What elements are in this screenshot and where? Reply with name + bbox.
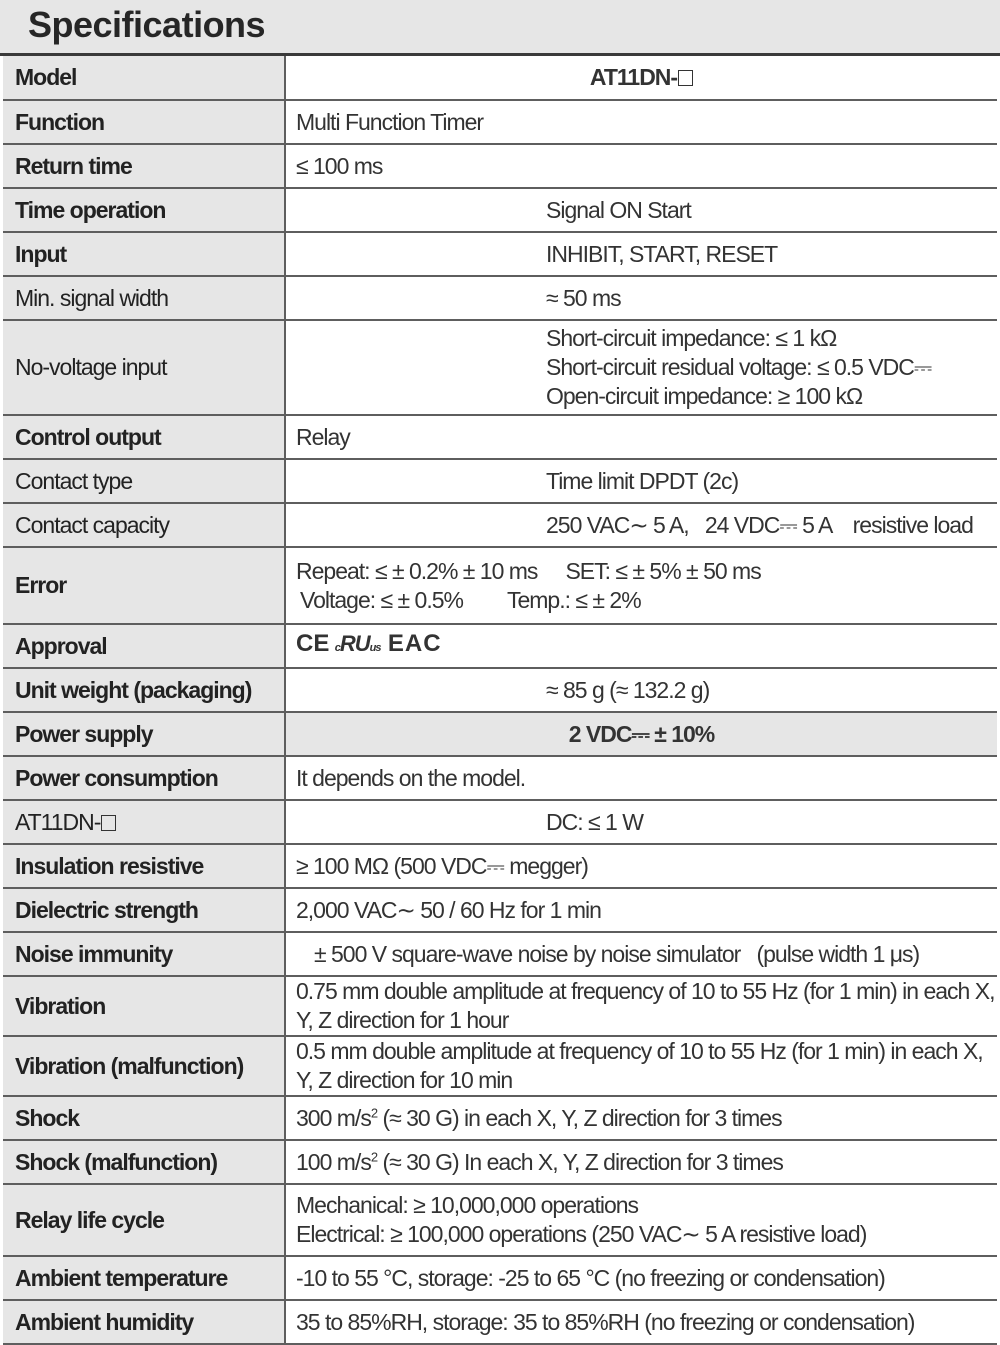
spec-row-vibration [3, 976, 997, 1036]
spec-row-no-voltage-input [3, 320, 997, 415]
ce-mark-icon: CE [296, 630, 330, 657]
spec-value [285, 320, 997, 415]
error-repeat: Repeat: ≤ ± 0.2% ± 10 ms [296, 557, 538, 584]
spec-value: -10 to 55 °C, storage: -25 to 65 °C (no freezing or condensation) [285, 1256, 997, 1300]
spec-label: Function [3, 100, 285, 144]
spec-value: ≈ 50 ms [285, 276, 997, 320]
spec-row-approval [3, 624, 997, 668]
model-label-text: AT11DN- [15, 808, 101, 835]
spec-value: 0.5 mm double amplitude at frequency of 10 to 55 Hz (for 1 min) in each X, Y, Z direction for 10 min [285, 1036, 997, 1096]
spec-value-line: Open-circuit impedance: ≥ 100 kΩ [546, 383, 863, 409]
spec-value: ≤ 100 ms [285, 144, 997, 188]
model-suffix-box [678, 70, 693, 86]
cul-us-mark-icon: cRUus [334, 631, 381, 656]
spec-row-vibration-malfunction [3, 1036, 997, 1096]
spec-row-input [3, 232, 997, 276]
spec-value-line: Short-circuit impedance: ≤ 1 kΩ [546, 325, 837, 351]
spec-label: Error [3, 547, 285, 624]
spec-label: Dielectric strength [3, 888, 285, 932]
spec-value: 300 $m/s^2$ (≈ 30 G) in each X, Y, Z direction for 3 times [285, 1096, 997, 1140]
spec-label: Time operation [3, 188, 285, 232]
spec-value: INHIBIT, START, RESET [285, 232, 997, 276]
spec-label [3, 800, 285, 844]
spec-label: Input [3, 232, 285, 276]
spec-value: It depends on the model. [285, 756, 997, 800]
spec-value: 0.75 mm double amplitude at frequency of 10 to 55 Hz (for 1 min) in each X, Y, Z direction for 1 hour [285, 976, 997, 1036]
spec-label: Return time [3, 144, 285, 188]
spec-row-ambient-temperature [3, 1256, 997, 1300]
spec-label: Ambient humidity [3, 1300, 285, 1344]
model-suffix-box [101, 815, 116, 831]
spec-value: Multi Function Timer [285, 100, 997, 144]
spec-label: Noise immunity [3, 932, 285, 976]
spec-row-model [3, 56, 997, 100]
spec-label: Approval [3, 624, 285, 668]
spec-value: Time limit DPDT (2c) [285, 459, 997, 503]
spec-row-time-operation [3, 188, 997, 232]
model-text: AT11DN- [589, 64, 678, 90]
spec-row-min-signal-width [3, 276, 997, 320]
spec-value-line: Short-circuit residual voltage: ≤ 0.5 VDC⎓ [546, 354, 932, 380]
error-voltage: Voltage: ≤ ± 0.5% [300, 586, 463, 613]
eac-mark-icon: EAC [387, 630, 442, 657]
spec-row-power-consumption [3, 756, 997, 800]
spec-row-relay-life [3, 1184, 997, 1256]
spec-row-model-consumption [3, 800, 997, 844]
spec-value: ≥ 100 MΩ (500 VDC⎓ megger) [285, 844, 997, 888]
spec-value: DC: ≤ 1 W [285, 800, 997, 844]
spec-value: 100 $m/s^2$ (≈ 30 G) In each X, Y, Z direction for 3 times [285, 1140, 997, 1184]
spec-value: 35 to 85%RH, storage: 35 to 85%RH (no freezing or condensation) [285, 1300, 997, 1344]
spec-value: ≈ 85 g (≈ 132.2 g) [285, 668, 997, 712]
spec-row-contact-type [3, 459, 997, 503]
spec-value [285, 56, 997, 100]
spec-label: Shock (malfunction) [3, 1140, 285, 1184]
spec-value-line: Mechanical: ≥ 10,000,000 operations [296, 1192, 639, 1218]
spec-label: Vibration (malfunction) [3, 1036, 285, 1096]
spec-row-function [3, 100, 997, 144]
spec-value [285, 1184, 997, 1256]
spec-value: 2,000 VAC∼ 50 / 60 Hz for 1 min [285, 888, 997, 932]
spec-value: Signal ON Start [285, 188, 997, 232]
spec-label: Unit weight (packaging) [3, 668, 285, 712]
title-bar [0, 0, 1000, 56]
spec-row-ambient-humidity [3, 1300, 997, 1344]
spec-row-insulation [3, 844, 997, 888]
spec-label: Vibration [3, 976, 285, 1036]
spec-value [285, 547, 997, 624]
spec-row-shock [3, 1096, 997, 1140]
spec-label: Ambient temperature [3, 1256, 285, 1300]
spec-row-shock-malfunction [3, 1140, 997, 1184]
spec-value [285, 624, 997, 668]
spec-table [3, 56, 997, 1345]
spec-value: 250 VAC∼ 5 A, 24 VDC⎓ 5 A resistive load [285, 503, 997, 547]
spec-value: ± 500 V square-wave noise by noise simulator (pulse width 1 μs) [285, 932, 997, 976]
spec-row-error [3, 547, 997, 624]
page-title: Specifications [28, 4, 266, 45]
spec-label: Power supply [3, 712, 285, 756]
spec-label: Contact type [3, 459, 285, 503]
spec-label: Model [3, 56, 285, 100]
spec-label: Power consumption [3, 756, 285, 800]
spec-row-dielectric [3, 888, 997, 932]
spec-value-line: Electrical: ≥ 100,000 operations (250 VAC∼ 5 A resistive load) [296, 1221, 867, 1247]
spec-value: Relay [285, 415, 997, 459]
spec-value: 2 VDC⎓ ± 10% [285, 712, 997, 756]
spec-label: Contact capacity [3, 503, 285, 547]
spec-label: No-voltage input [3, 320, 285, 415]
spec-label: Insulation resistive [3, 844, 285, 888]
error-set: SET: ≤ ± 5% ± 50 ms [565, 557, 761, 584]
spec-row-return-time [3, 144, 997, 188]
spec-label: Relay life cycle [3, 1184, 285, 1256]
spec-row-unit-weight [3, 668, 997, 712]
spec-label: Min. signal width [3, 276, 285, 320]
spec-row-control-output [3, 415, 997, 459]
spec-row-power-supply [3, 712, 997, 756]
error-temp: Temp.: ≤ ± 2% [506, 586, 641, 613]
spec-row-contact-capacity [3, 503, 997, 547]
spec-label: Shock [3, 1096, 285, 1140]
spec-row-noise [3, 932, 997, 976]
spec-label: Control output [3, 415, 285, 459]
